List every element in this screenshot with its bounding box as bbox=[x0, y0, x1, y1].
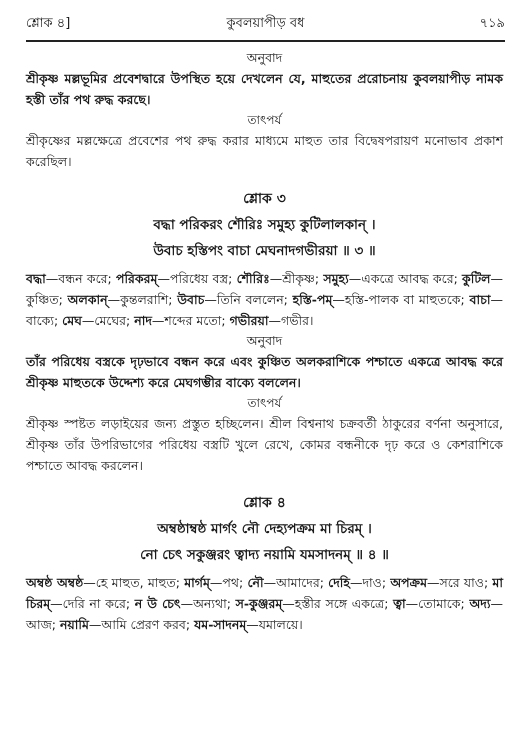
verse-3-line-2: উবাচ হস্তিপং বাচা মেঘনাদগভীরয়া ॥ ৩ ॥ bbox=[153, 243, 376, 259]
synonym-meaning: —বাক্যে; bbox=[26, 292, 503, 328]
synonym-word: কুটিল bbox=[462, 271, 491, 286]
translation-heading: অনুবাদ bbox=[246, 50, 283, 65]
synonym-word: মার্গম্ bbox=[184, 575, 210, 590]
synonym-meaning: —কুঞ্চিত; bbox=[26, 271, 503, 307]
synonym-meaning: —হস্তি-পালক বা মাহুতকে; bbox=[332, 292, 470, 307]
synonym-word: ন উ চেৎ bbox=[134, 596, 181, 611]
translation-text: শ্রীকৃষ্ণ মল্লভূমির প্রবেশদ্বারে উপস্থিত হয়ে দেখলেন যে, মাহুতের প্ররোচনায় কুবলয়াপীড় নামক হস্তী তাঁর পথ রুদ্ধ করছে। bbox=[26, 71, 503, 107]
synonym-meaning: —পরিধেয় বস্ত্র; bbox=[157, 271, 237, 286]
verse-4-synonyms bbox=[26, 572, 503, 635]
page-content bbox=[26, 48, 503, 733]
verse-3-translation: তাঁর পরিধেয় বস্ত্রকে দৃঢ়ভাবে বন্ধন করে এবং কুঞ্চিত অলকরাশিকে পশ্চাতে একত্রে আবদ্ধ করে শ্রীকৃষ্ণ মাহুতকে উদ্দেশ্য করে মেঘগম্ভীর বাক্যে বললেন। bbox=[26, 354, 503, 390]
synonym-word: গভীরয়া bbox=[229, 313, 269, 328]
verse-3-synonyms bbox=[26, 268, 503, 331]
synonym-word: বদ্ধা bbox=[26, 271, 46, 286]
synonym-word: সমুহ্য bbox=[323, 271, 349, 286]
synonym-meaning: —কুন্তলরাশি; bbox=[107, 292, 178, 307]
synonym-meaning: —দেরি না করে; bbox=[50, 596, 135, 611]
synonym-meaning: —মেঘের; bbox=[81, 313, 135, 328]
synonym-meaning: —আমাদের; bbox=[263, 575, 329, 590]
verse-3-purport-heading: তাৎপর্য bbox=[247, 396, 282, 410]
synonym-word: নয়ামি bbox=[59, 617, 89, 632]
verse-3-title: শ্লোক ৩ bbox=[243, 191, 286, 207]
header-chapter-title: কুবলয়াপীড় বধ bbox=[226, 16, 305, 31]
synonym-meaning: —অন্যথা; bbox=[180, 596, 236, 611]
synonym-meaning: —হস্তীর সঙ্গে একত্রে; bbox=[282, 596, 394, 611]
verse-4-title: শ্লোক ৪ bbox=[243, 495, 286, 511]
synonym-word: মেঘ bbox=[62, 313, 82, 328]
synonym-word: নাদ bbox=[134, 313, 152, 328]
synonym-meaning: —দাও; bbox=[349, 575, 391, 590]
synonym-meaning: —শ্রীকৃষ্ণ; bbox=[269, 271, 324, 286]
synonym-word: বাচা bbox=[469, 292, 491, 307]
synonym-meaning: —তিনি বললেন; bbox=[204, 292, 293, 307]
header-verse-ref: শ্লোক ৪] bbox=[26, 16, 71, 31]
verse-3-purport: শ্রীকৃষ্ণ স্পষ্টত লড়াইয়ের জন্য প্রস্তুত হচ্ছিলেন। শ্রীল বিশ্বনাথ চক্রবর্তী ঠাকুরের বর্ণনা অনুসারে, শ্রীকৃষ্ণ তাঁর উপরিভাগের পরিধেয় বস্ত্রটি খুলে রেখে, কোমর বন্ধনীকে দৃঢ় করে ও কেশরাশিকে পশ্চাতে আবদ্ধ করলেন। bbox=[26, 416, 503, 473]
synonym-word: নৌ bbox=[247, 575, 264, 590]
header-rule bbox=[26, 40, 505, 42]
synonym-word: মা চিরম্ bbox=[26, 575, 503, 611]
synonym-word: পরিকরম্ bbox=[115, 271, 158, 286]
verse-4-line-2: নো চেৎ সকুঞ্জরং ত্বাদ্য নয়ামি যমসাদনম্ ॥ ৪ ॥ bbox=[140, 547, 389, 563]
synonym-word: হস্তি-পম্ bbox=[292, 292, 333, 307]
page-header bbox=[26, 12, 505, 36]
synonym-word: স-কুঞ্জরম্ bbox=[235, 596, 283, 611]
purport-text: শ্রীকৃষ্ণের মল্লক্ষেত্রে প্রবেশের পথ রুদ্ধ করার মাধ্যমে মাহুত তার বিদ্বেষপরায়ণ মনোভাব প্রকাশ করেছিল। bbox=[26, 133, 503, 169]
synonym-meaning: —একত্রে আবদ্ধ করে; bbox=[348, 271, 463, 286]
synonym-meaning: —পথ; bbox=[209, 575, 248, 590]
synonym-word: উবাচ bbox=[177, 292, 205, 307]
synonym-meaning: —আমি প্রেরণ করব; bbox=[88, 617, 195, 632]
synonym-word: অম্বষ্ঠ অম্বষ্ঠ bbox=[26, 575, 84, 590]
synonym-meaning: —তোমাকে; bbox=[405, 596, 470, 611]
page-number: ৭১৯ bbox=[479, 16, 505, 31]
synonym-meaning: —সরে যাও; bbox=[427, 575, 493, 590]
synonym-word: অদ্য bbox=[469, 596, 491, 611]
purport-heading: তাৎপর্য bbox=[247, 113, 282, 127]
synonym-meaning: —শব্দের মতো; bbox=[151, 313, 230, 328]
synonym-meaning: —বন্ধন করে; bbox=[45, 271, 116, 286]
synonym-word: দেহি bbox=[328, 575, 350, 590]
synonym-meaning: —হে মাহুত, মাহুত; bbox=[83, 575, 185, 590]
synonym-word: ত্বা bbox=[393, 596, 406, 611]
synonym-word: শৌরিঃ bbox=[236, 271, 270, 286]
verse-3-translation-heading: অনুবাদ bbox=[246, 333, 283, 348]
verse-3-line-1: বদ্ধা পরিকরং শৌরিঃ সমুহ্য কুটিলালকান্ । bbox=[153, 217, 376, 233]
synonym-word: অলকান্ bbox=[67, 292, 108, 307]
synonym-meaning: —গভীর। bbox=[268, 313, 314, 328]
synonym-meaning: —যমালয়ে। bbox=[246, 617, 303, 632]
verse-4-line-1: অম্বষ্ঠাম্বষ্ঠ মার্গং নৌ দেহ্যপক্রম মা চিরম্ । bbox=[157, 521, 372, 537]
synonym-meaning: —আজ; bbox=[26, 596, 503, 632]
synonym-word: অপক্রম bbox=[390, 575, 428, 590]
synonym-word: যম-সাদনম্ bbox=[194, 617, 247, 632]
